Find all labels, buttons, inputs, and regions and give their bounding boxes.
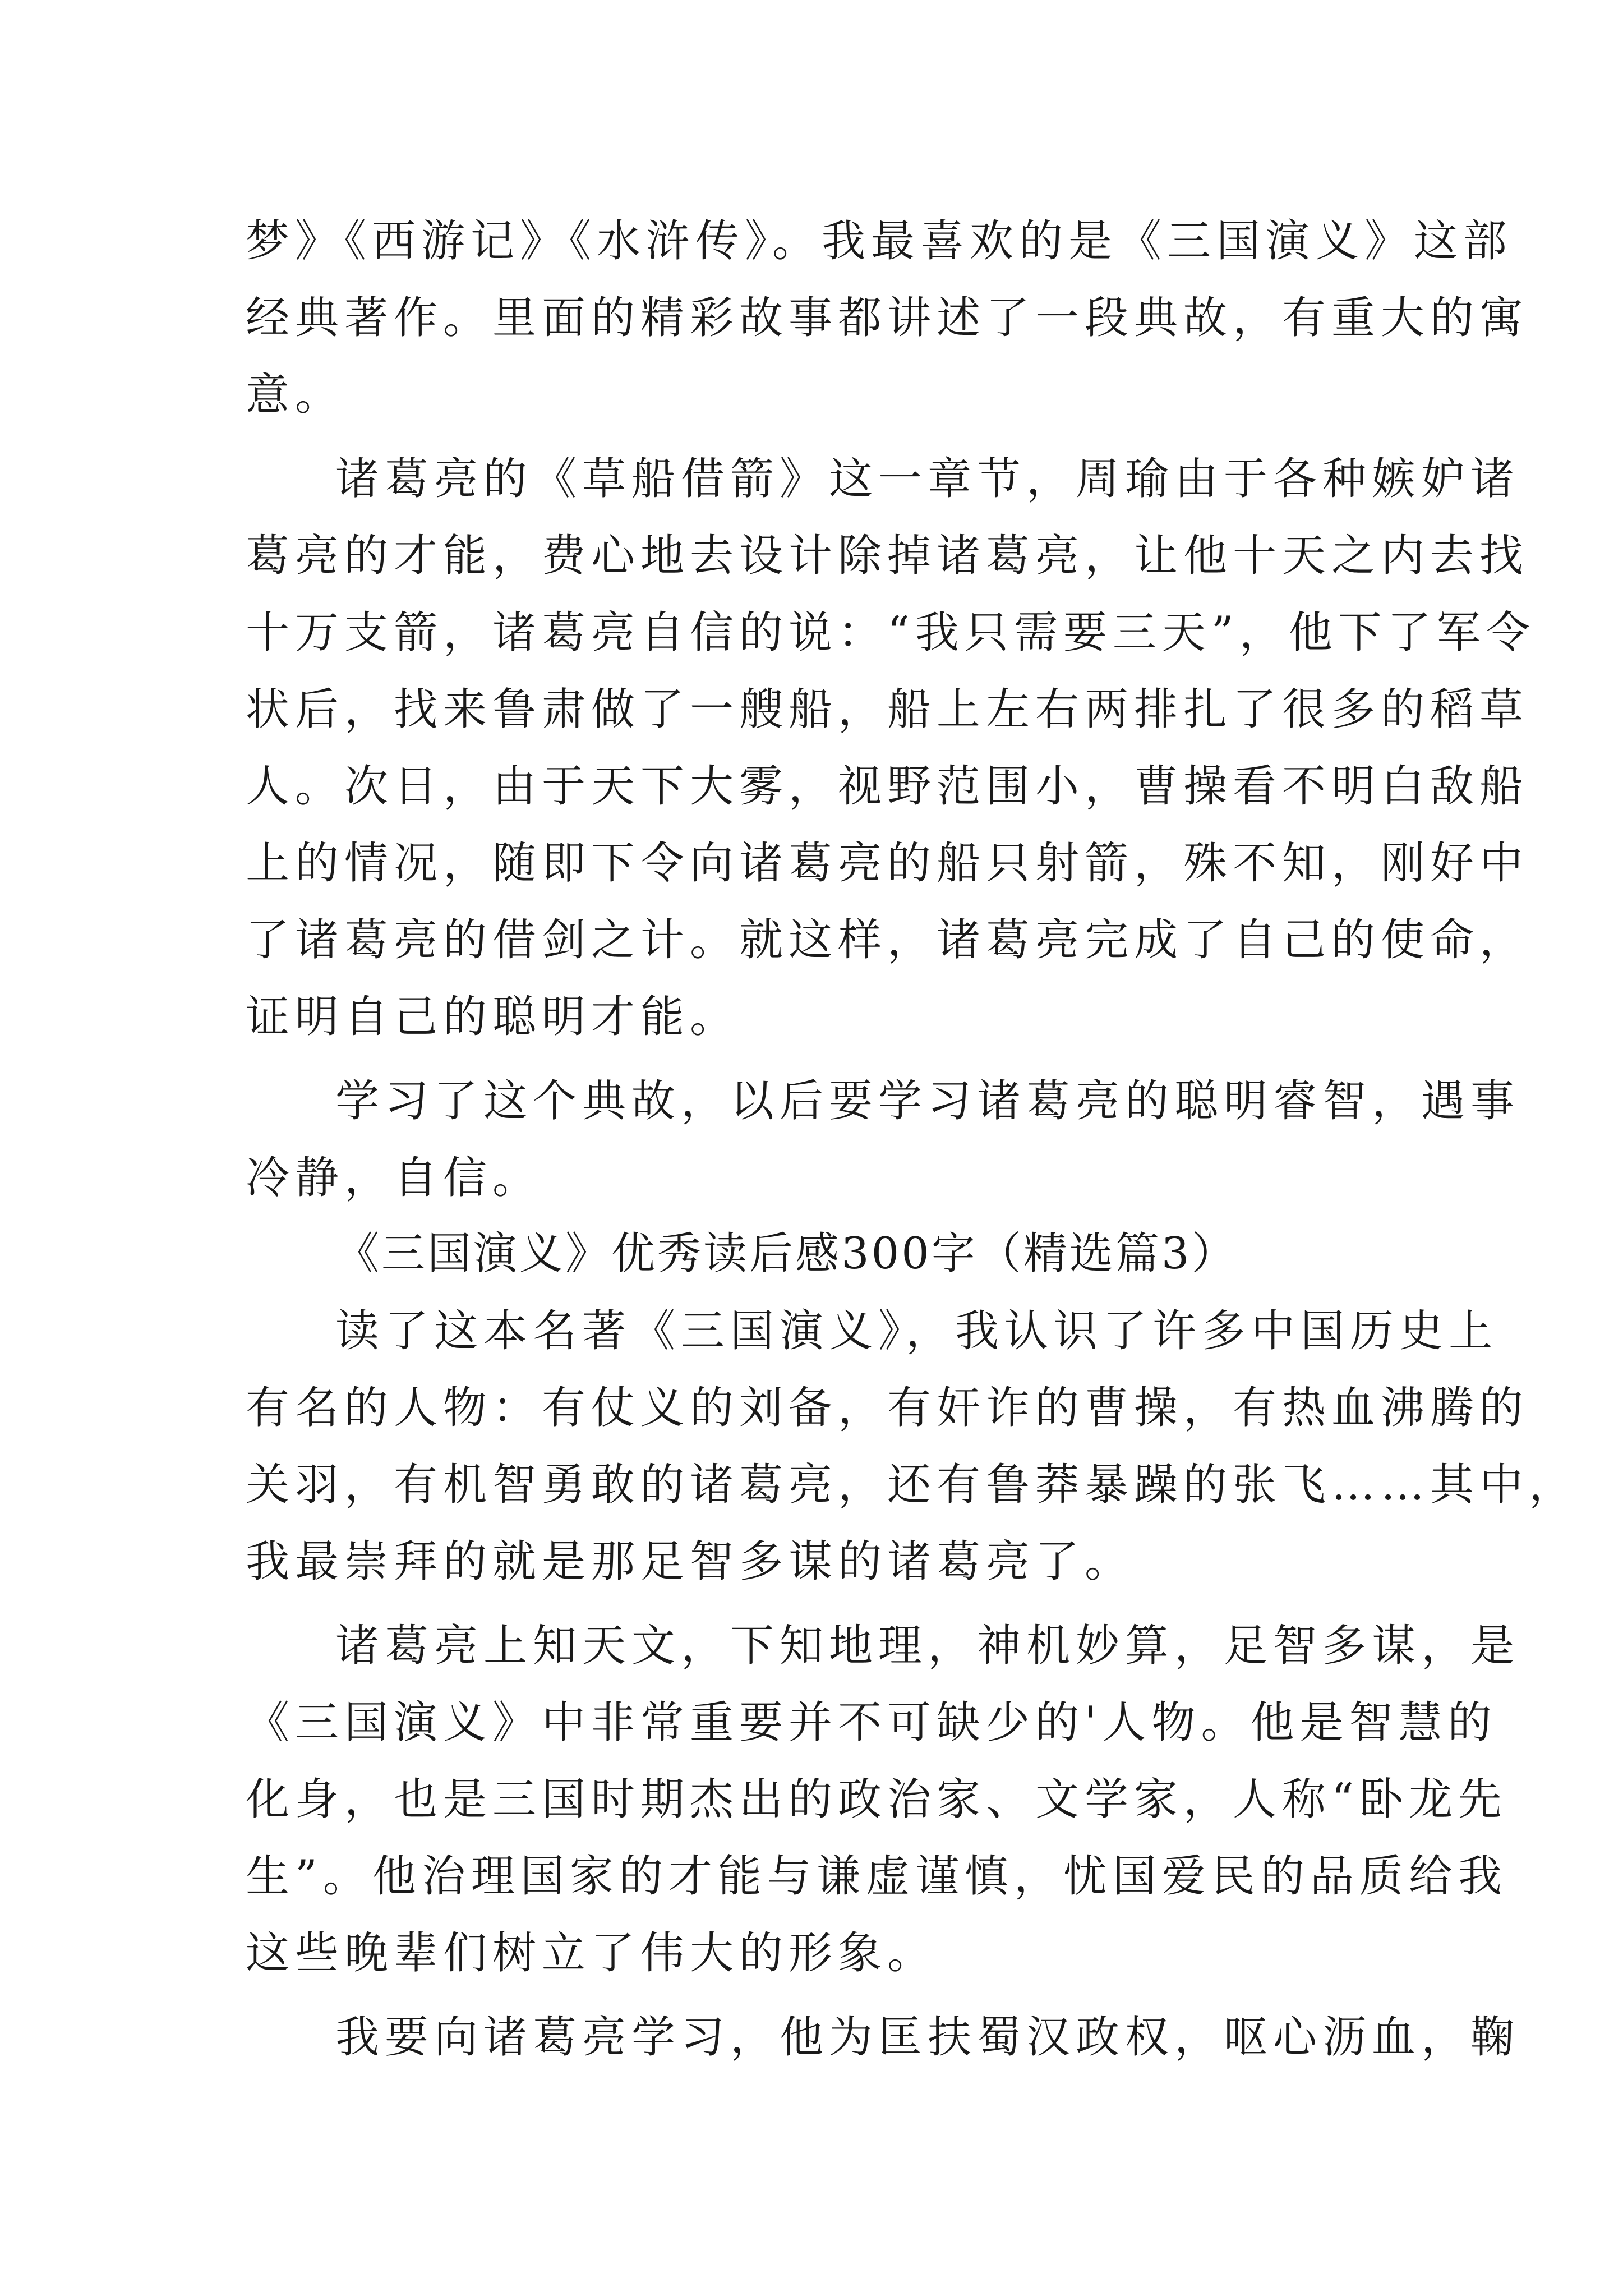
paragraph-line: 关羽，有机智勇敢的诸葛亮，还有鲁莽暴躁的张飞……其中， (246, 1460, 1579, 1510)
paragraph-line: 这些晚辈们树立了伟大的形象。 (246, 1928, 937, 1978)
paragraph-line: 意。 (246, 370, 345, 420)
section-heading: 《三国演义》优秀读后感300字（精选篇3） (335, 1228, 1238, 1279)
paragraph-line: 人。次日，由于天下大雾，视野范围小，曹操看不明白敌船 (246, 761, 1529, 812)
paragraph-line: 葛亮的才能，费心地去设计除掉诸葛亮，让他十天之内去找 (246, 531, 1529, 581)
paragraph-line: 上的情况，随即下令向诸葛亮的船只射箭，殊不知，刚好中 (246, 838, 1529, 889)
paragraph-line: 《三国演义》中非常重要并不可缺少的'人物。他是智慧的 (246, 1697, 1497, 1748)
paragraph-line: 了诸葛亮的借剑之计。就这样，诸葛亮完成了自己的使命， (246, 915, 1529, 965)
paragraph-line: 我要向诸葛亮学习，他为匡扶蜀汉政权，呕心沥血，鞠 (335, 2012, 1520, 2063)
paragraph-line: 学习了这个典故，以后要学习诸葛亮的聪明睿智，遇事 (335, 1076, 1520, 1126)
paragraph-line: 我最崇拜的就是那足智多谋的诸葛亮了。 (246, 1536, 1135, 1587)
paragraph-line: 诸葛亮上知天文，下知地理，神机妙算，足智多谋，是 (335, 1621, 1520, 1671)
paragraph-line: 状后，找来鲁肃做了一艘船，船上左右两排扎了很多的稻草 (246, 684, 1529, 735)
paragraph-line: 读了这本名著《三国演义》，我认识了许多中国历史上 (335, 1306, 1498, 1356)
paragraph-line: 诸葛亮的《草船借箭》这一章节，周瑜由于各种嫉妒诸 (335, 454, 1520, 504)
paragraph-line: 证明自己的聪明才能。 (246, 992, 740, 1042)
paragraph-line: 生”。他治理国家的才能与谦虚谨慎，忧国爱民的品质给我 (246, 1851, 1507, 1902)
paragraph-line: 梦》《西游记》《水浒传》。我最喜欢的是《三国演义》这部 (246, 216, 1513, 266)
paragraph-line: 经典著作。里面的精彩故事都讲述了一段典故，有重大的寓 (246, 293, 1529, 343)
paragraph-line: 冷静，自信。 (246, 1153, 542, 1203)
paragraph-line: 十万支箭，诸葛亮自信的说：“我只需要三天”，他下了军令 (246, 608, 1536, 658)
paragraph-line: 有名的人物：有仗义的刘备，有奸诈的曹操，有热血沸腾的 (246, 1383, 1529, 1433)
paragraph-line: 化身，也是三国时期杰出的政治家、文学家，人称“卧龙先 (246, 1774, 1507, 1825)
